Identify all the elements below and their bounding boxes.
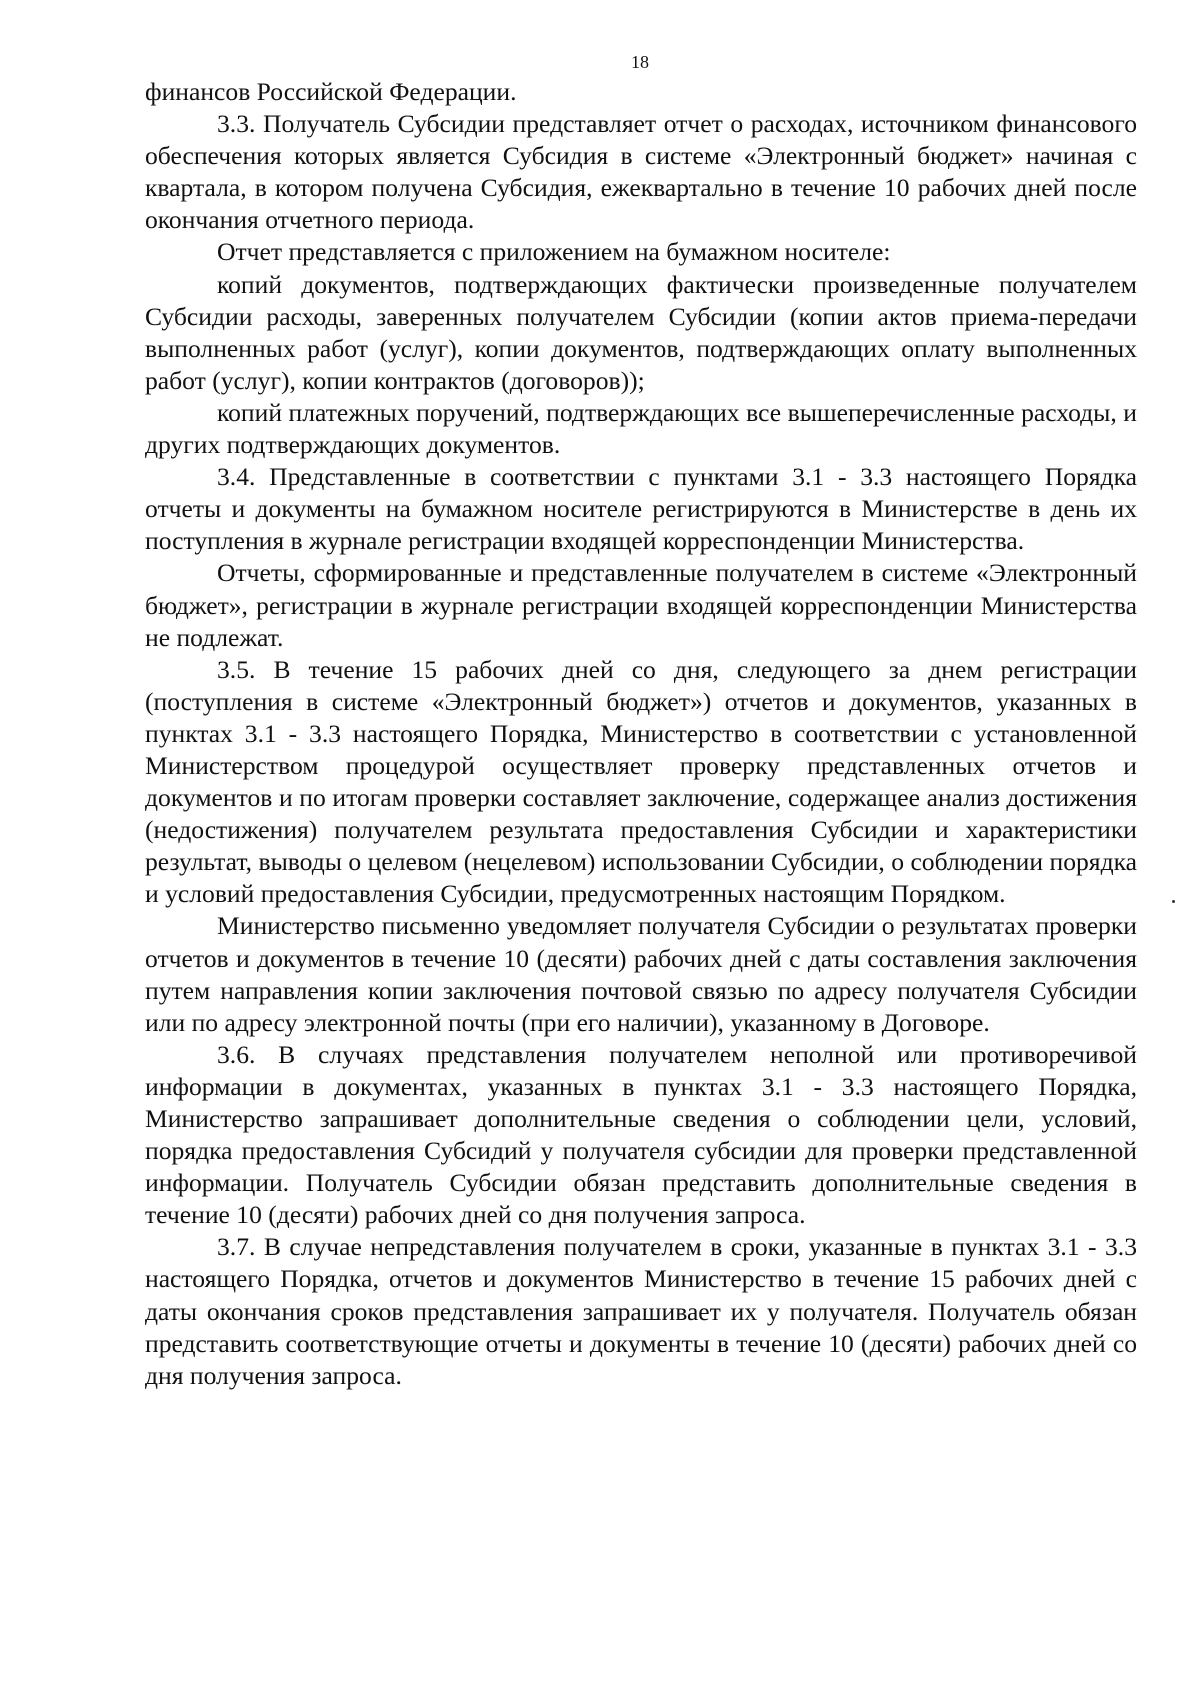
paragraph-document-copies: копий документов, подтверждающих фактически произведенные получателем Субсидии расходы, заверенных получателем Субсидии (копии актов приема-передачи выполненных работ (услуг), копии документов, подтверждающих оплату выполненных работ (услуг), копии контрактов (договоров)); (145, 269, 1137, 395)
paragraph-3-7: 3.7. В случае непредставления получателем в сроки, указанные в пунктах 3.1 - 3.3 настоящего Порядка, отчетов и документов Министерство в течение 15 рабочих дней с даты окончания сроков представления запрашивает их у получателя. Получатель обязан представить соответствующие отчеты и документы в течение 10 (десяти) рабочих дней со дня получения запроса. (145, 1232, 1137, 1390)
paragraph-3-4: 3.4. Представленные в соответствии с пунктами 3.1 - 3.3 настоящего Порядка отчеты и документы на бумажном носителе регистрируются в Министерстве в день их поступления в журнале регистрации входящей корреспонденции Министерства. (145, 462, 1137, 556)
paragraph-3-5: 3.5. В течение 15 рабочих дней со дня, следующего за днем регистрации (поступления в системе «Электронный бюджет») отчетов и документов, указанных в пунктах 3.1 - 3.3 настоящего Порядка, Министерство в соответствии с установленной Министерством процедурой осуществляет проверку представленных отчетов и документов и по итогам проверки составляет заключение, содержащее анализ достижения (недостижения) получателем результата предоставления Субсидии и характеристики результат, выводы о целевом (нецелевом) использовании Субсидии, о соблюдении порядка и условий предоставления Субсидии, предусмотренных настоящим Порядком. (145, 654, 1137, 909)
paragraph-3-6: 3.6. В случаях представления получателем неполной или противоречивой информации в документах, указанных в пунктах 3.1 - 3.3 настоящего Порядка, Министерство запрашивает дополнительные сведения о соблюдении цели, условий, порядка предоставления Субсидий у получателя субсидии для проверки представленной информации. Получатель Субсидии обязан представить дополнительные сведения в течение 10 (десяти) рабочих дней со дня получения запроса. (145, 1039, 1137, 1230)
paragraph-continuation: финансов Российской Федерации. (145, 77, 517, 106)
document-body (145, 76, 1137, 1392)
paragraph-notification: Министерство письменно уведомляет получателя Субсидии о результатах проверки отчетов и документов в течение 10 (десяти) рабочих дней с даты составления заключения путем направления копии заключения почтовой связью по адресу получателя Субсидии или по адресу электронной почты (при его наличии), указанному в Договоре. (145, 911, 1137, 1037)
paragraph-report-attachments: Отчет представляется с приложением на бумажном носителе: (217, 237, 891, 267)
scan-speck (1172, 900, 1175, 903)
paragraph-payment-orders: копий платежных поручений, подтверждающих все вышеперечисленные расходы, и других подтверждающих документов. (145, 397, 1137, 460)
paragraph-electronic-reports: Отчеты, сформированные и представленные получателем в системе «Электронный бюджет», регистрации в журнале регистрации входящей корреспонденции Министерства не подлежат. (145, 558, 1137, 652)
page-number: 18 (631, 52, 649, 72)
paragraph-3-3: 3.3. Получатель Субсидии представляет отчет о расходах, источником финансового обеспечения которых является Субсидия в системе «Электронный бюджет» начиная с квартала, в котором получена Субсидия, ежеквартально в течение 10 рабочих дней после окончания отчетного периода. (145, 109, 1137, 235)
